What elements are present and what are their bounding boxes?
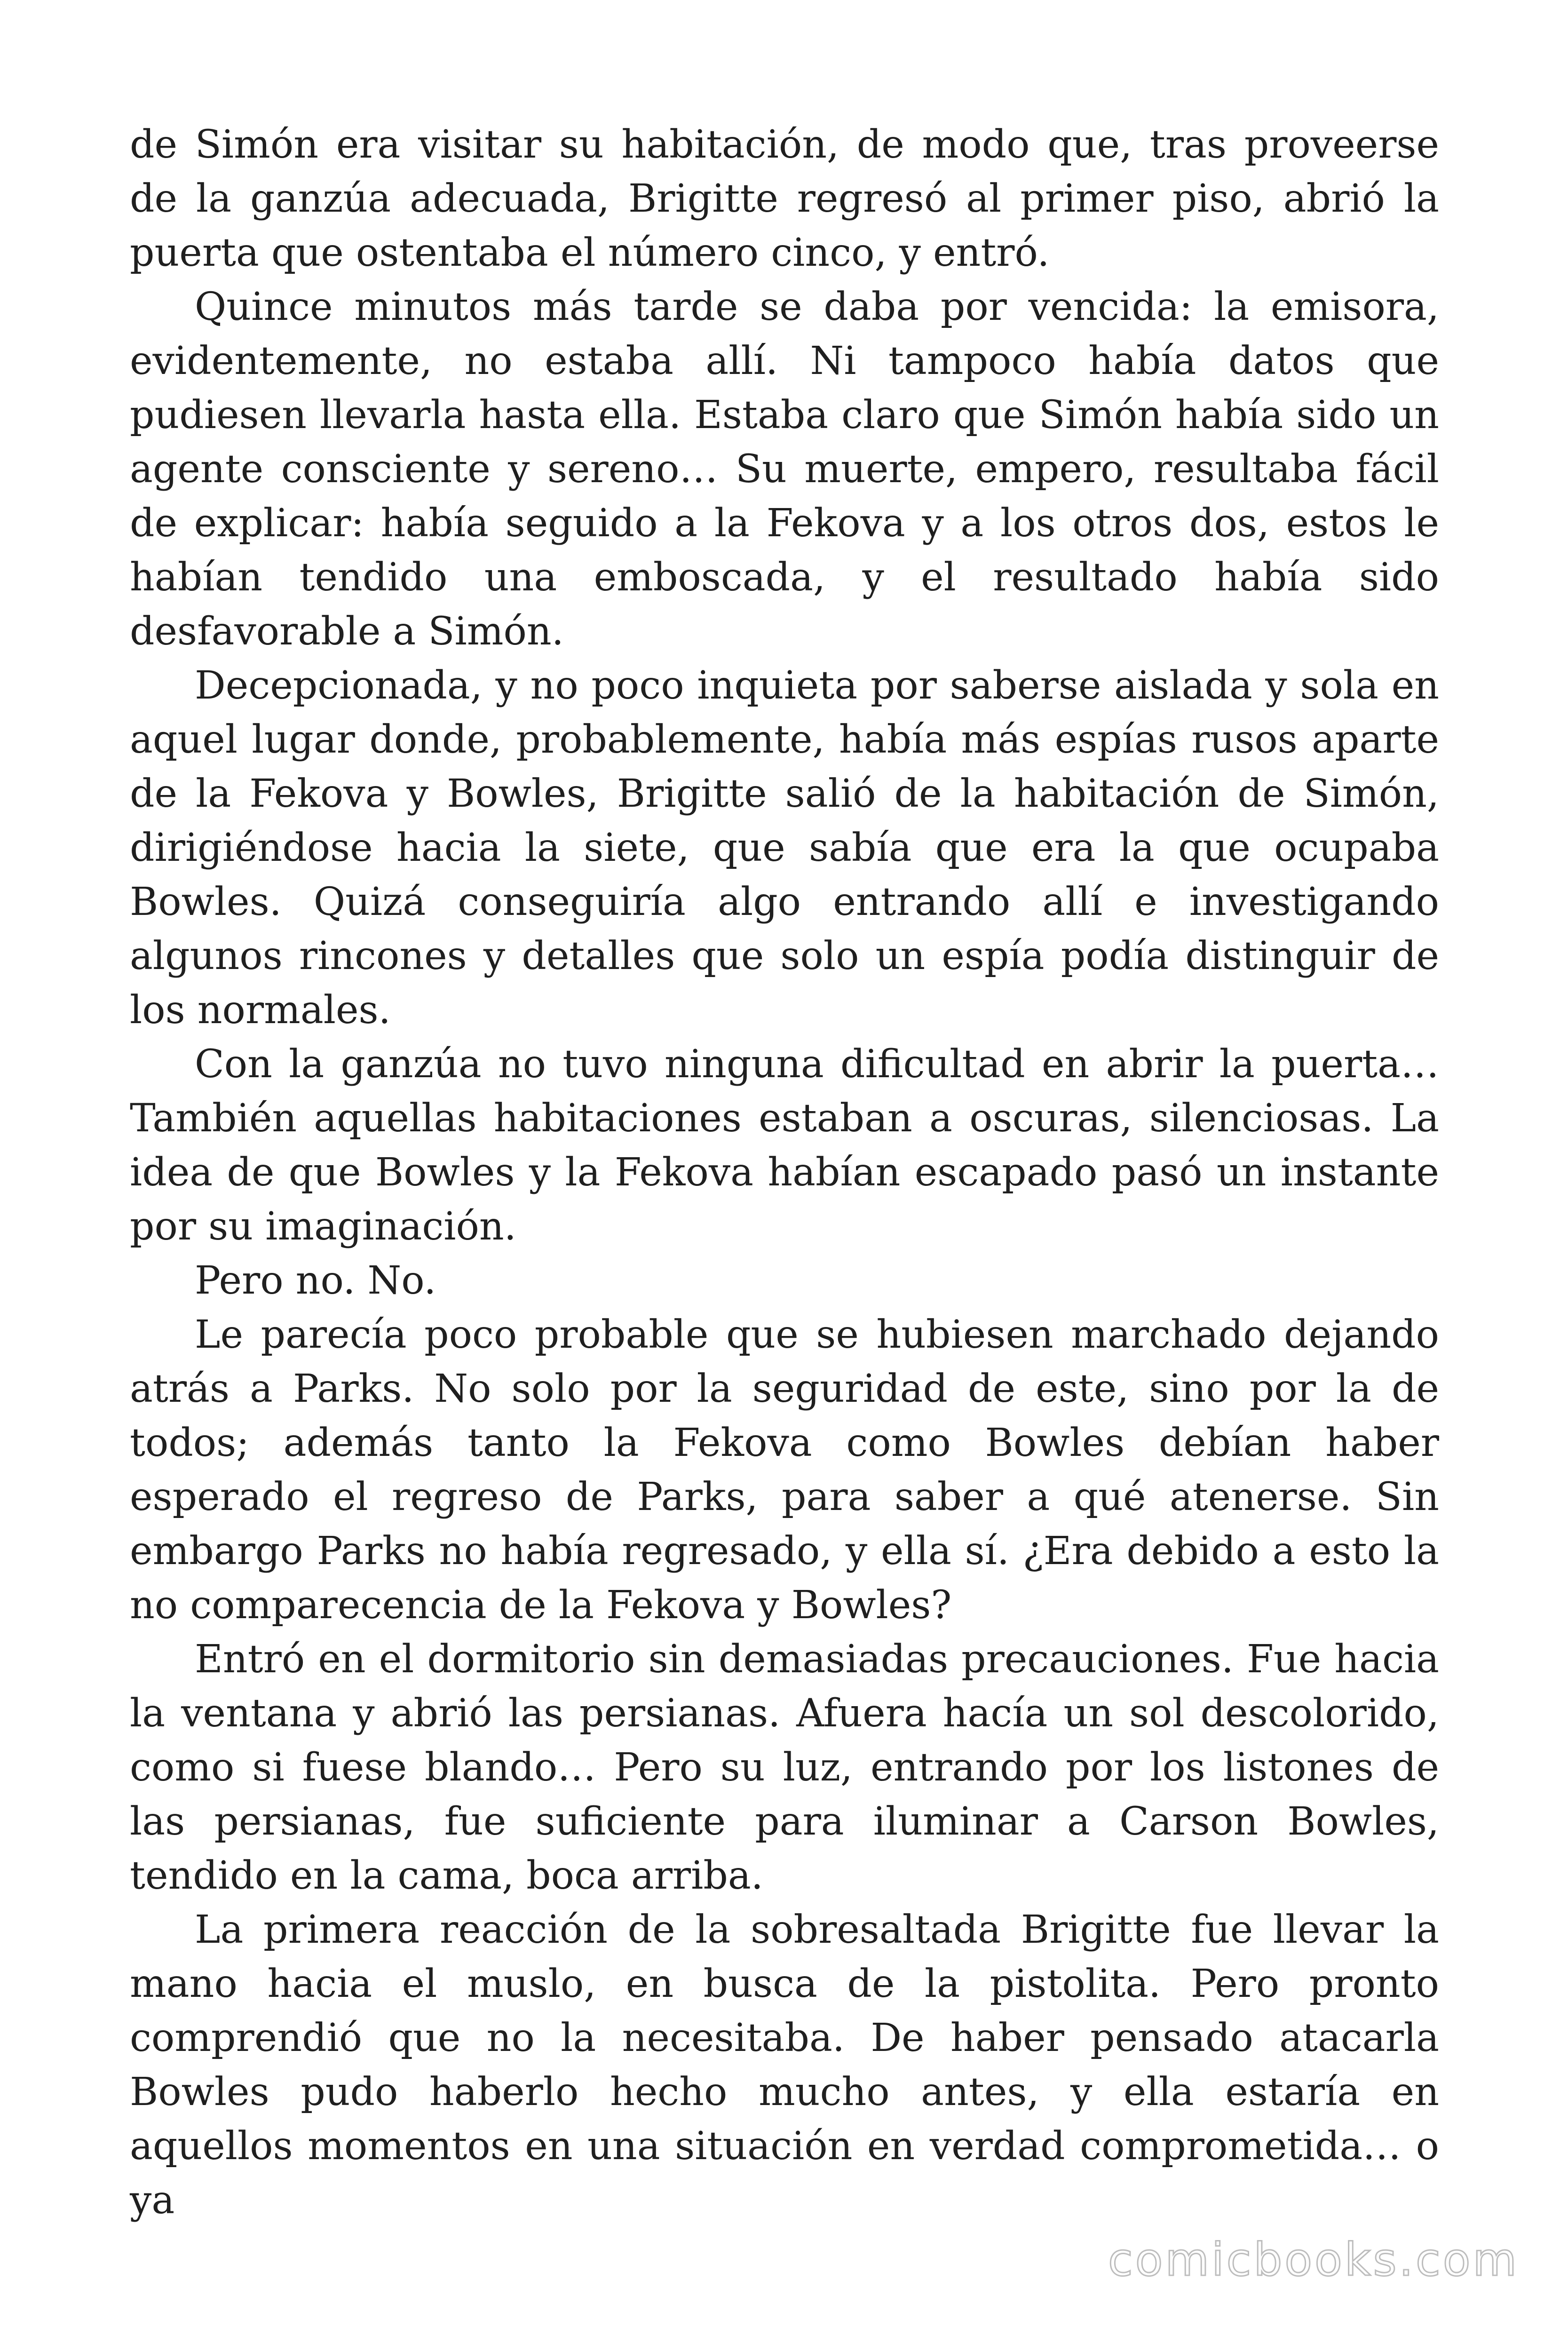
paragraph-5: Pero no. No. (195, 1258, 436, 1303)
paragraph-2: Quince minutos más tarde se daba por vencida: la emisora, evidentemente, no estaba allí. Ni tampoco había datos que pudiesen llevarla hasta ella. Estaba claro que Simón había sido un agente consciente y sereno… Su muerte, empero, resultaba fácil de explicar: había seguido a la Fekova y a los otros dos, estos le habían tendido una emboscada, y el resultado había sido desfavorable a Simón. (130, 285, 1439, 654)
paragraph-4: Con la ganzúa no tuvo ninguna dificultad en abrir la puerta… También aquellas habitaciones estaban a oscuras, silenciosas. La idea de que Bowles y la Fekova habían escapado pasó un instante por su imaginación. (130, 1042, 1439, 1249)
paragraph-1: de Simón era visitar su habitación, de modo que, tras proveerse de la ganzúa adecuada, Brigitte regresó al primer piso, abrió la puerta que ostentaba el número cinco, y entró. (130, 122, 1439, 275)
watermark: comicbooks.com (1108, 2233, 1519, 2286)
paragraph-6: Le parecía poco probable que se hubiesen marchado dejando atrás a Parks. No solo por la seguridad de este, sino por la de todos; además tanto la Fekova como Bowles debían haber esperado el regreso de Parks, para saber a qué atenerse. Sin embargo Parks no había regresado, y ella sí. ¿Era debido a esto la no comparecencia de la Fekova y Bowles? (130, 1312, 1439, 1628)
page-body (130, 118, 1439, 2227)
paragraph-3: Decepcionada, y no poco inquieta por saberse aislada y sola en aquel lugar donde, probablemente, había más espías rusos aparte de la Fekova y Bowles, Brigitte salió de la habitación de Simón, dirigiéndose hacia la siete, que sabía que era la que ocupaba Bowles. Quizá conseguiría algo entrando allí e investigando algunos rincones y detalles que solo un espía podía distinguir de los normales. (130, 663, 1439, 1033)
paragraph-8: La primera reacción de la sobresaltada Brigitte fue llevar la mano hacia el muslo, en busca de la pistolita. Pero pronto comprendió que no la necesitaba. De haber pensado atacarla Bowles pudo haberlo hecho mucho antes, y ella estaría en aquellos momentos en una situación en verdad comprometida… o ya (130, 1907, 1439, 2223)
paragraph-7: Entró en el dormitorio sin demasiadas precauciones. Fue hacia la ventana y abrió las persianas. Afuera hacía un sol descolorido, como si fuese blando… Pero su luz, entrando por los listones de las persianas, fue suficiente para iluminar a Carson Bowles, tendido en la cama, boca arriba. (130, 1637, 1439, 1898)
